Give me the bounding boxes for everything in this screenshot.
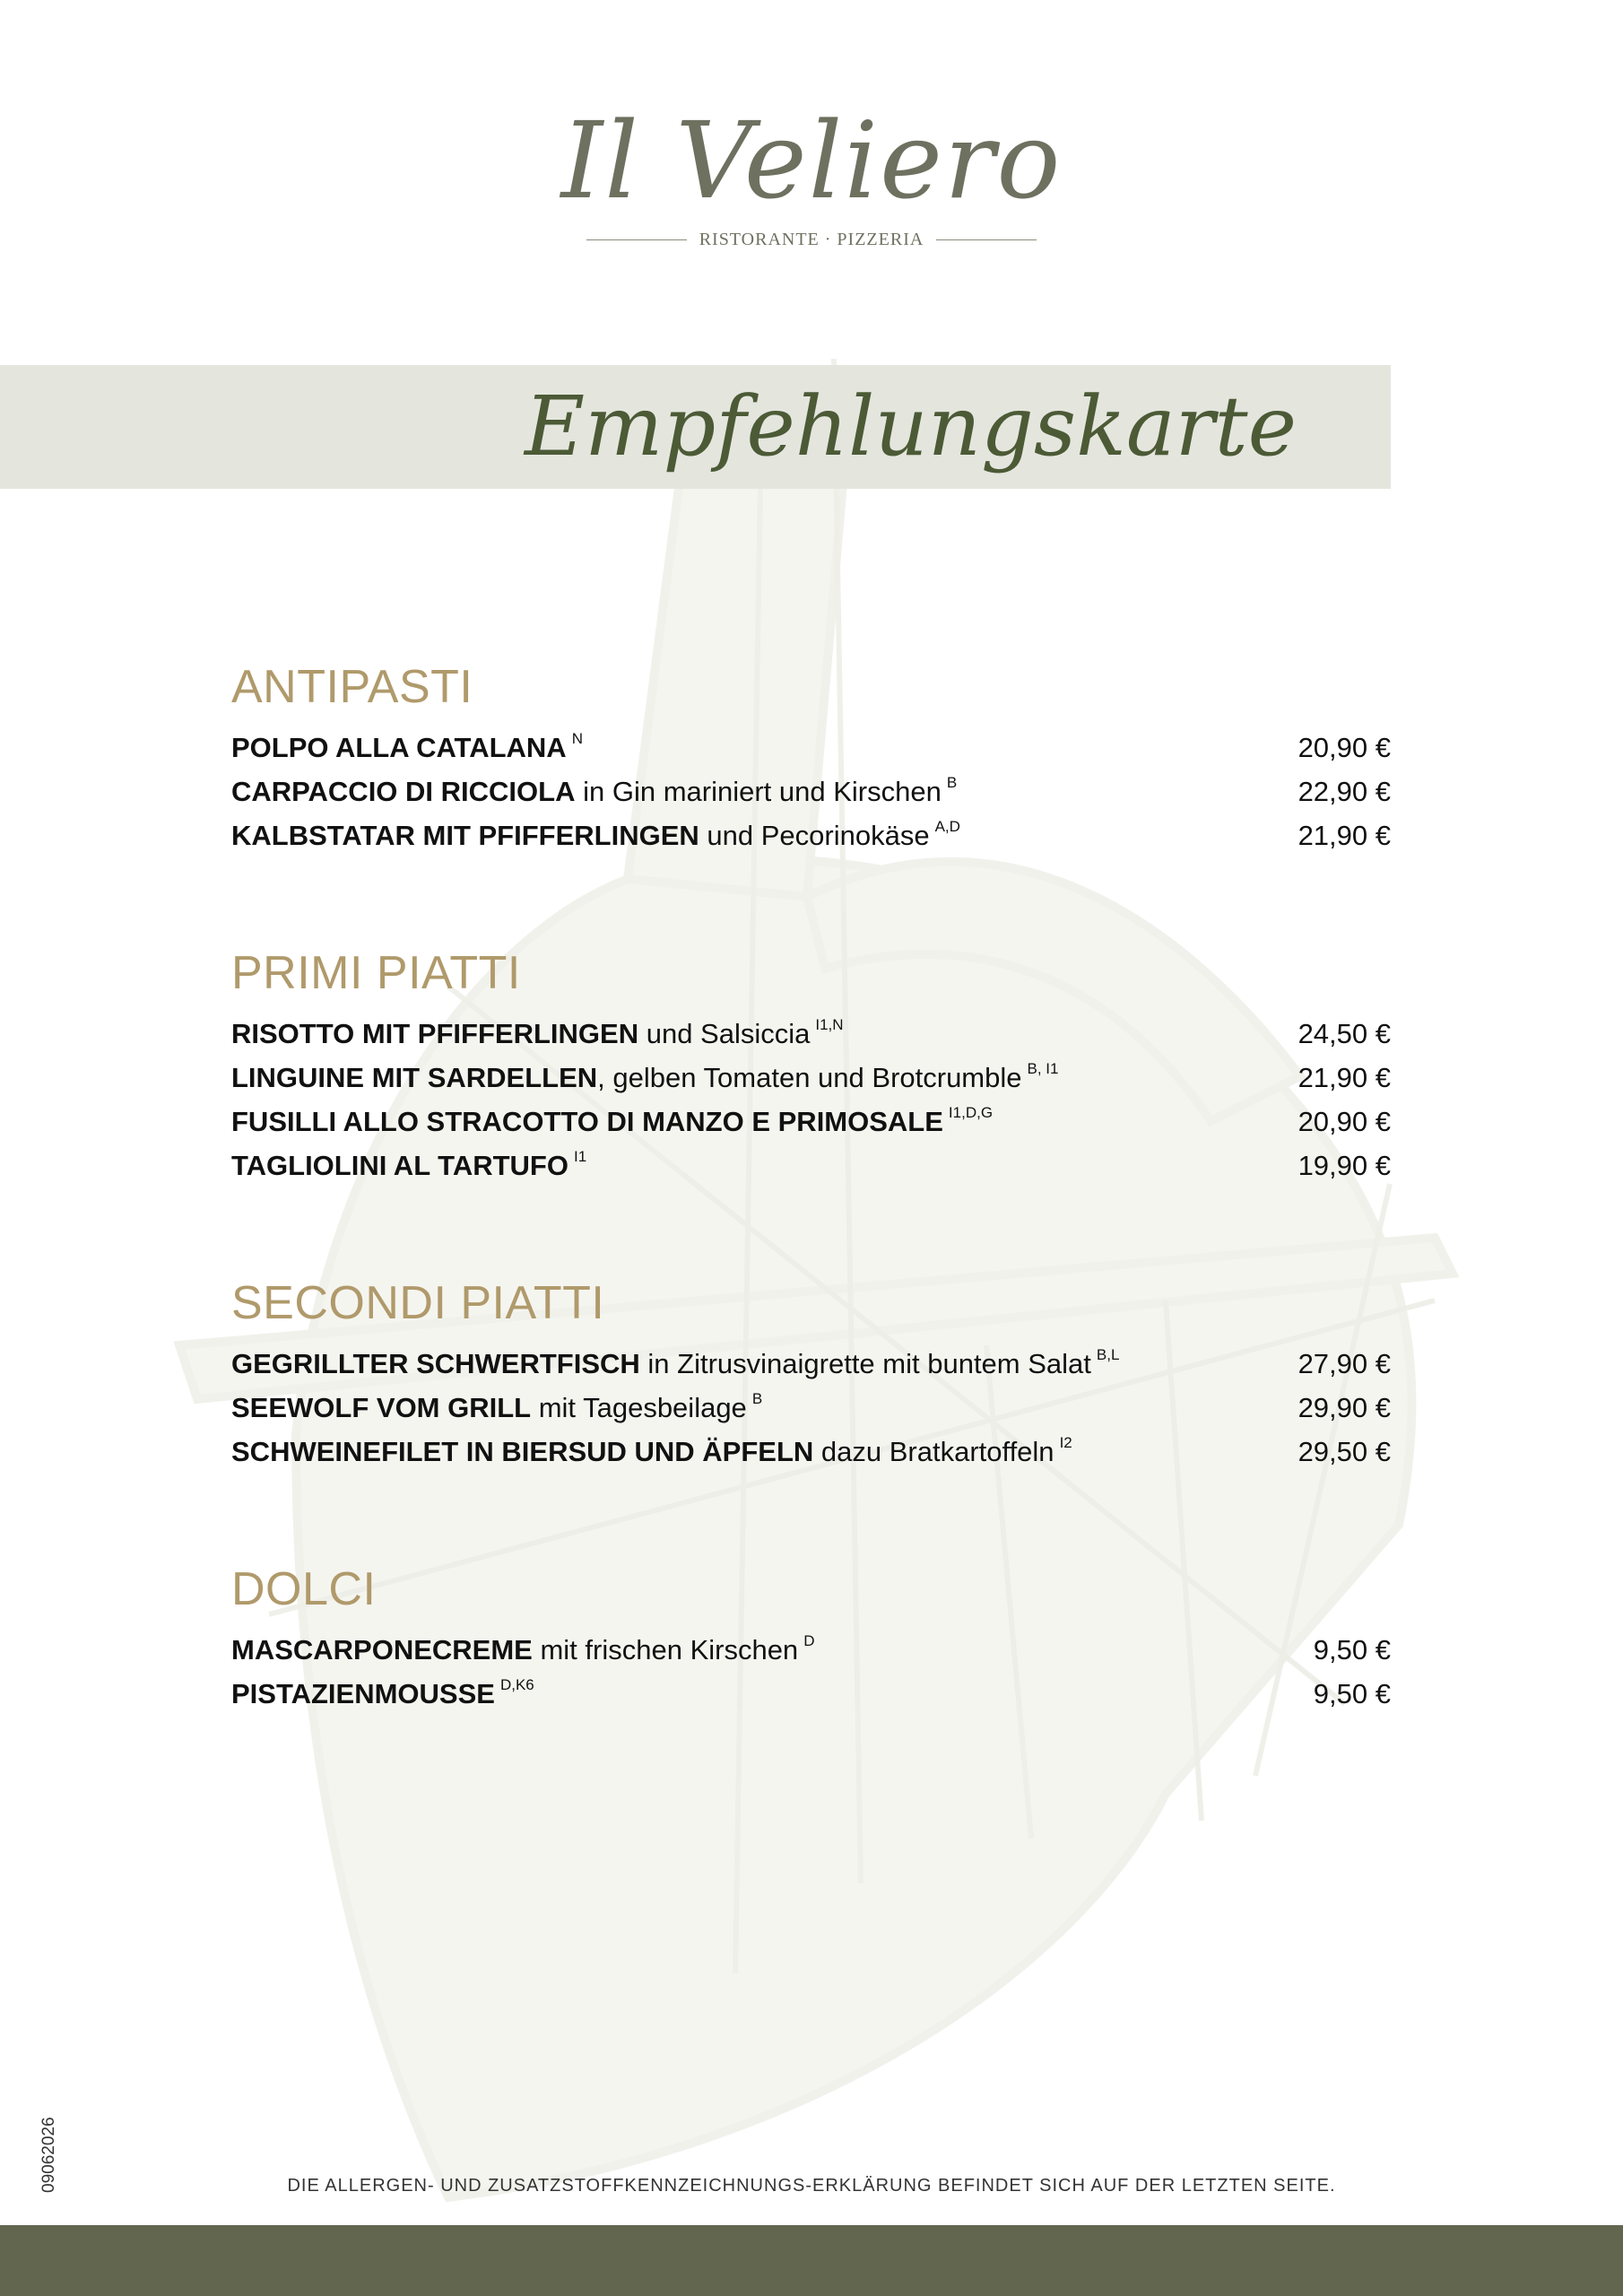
item-label xyxy=(231,1675,534,1710)
item-name: TAGLIOLINI AL TARTUFO xyxy=(231,1150,568,1181)
item-name: PISTAZIENMOUSSE xyxy=(231,1678,495,1709)
menu-section-antipasti xyxy=(231,661,1391,864)
menu-item xyxy=(231,1433,1391,1480)
title-banner xyxy=(0,365,1391,489)
item-description: mit Tagesbeilage xyxy=(531,1392,747,1423)
item-label xyxy=(231,1147,587,1182)
item-allergens: B, I1 xyxy=(1027,1059,1059,1077)
item-allergens: B xyxy=(751,1389,763,1407)
item-name: KALBSTATAR MIT PFIFFERLINGEN xyxy=(231,820,699,851)
item-allergens: I1 xyxy=(573,1147,587,1165)
item-price: 21,90 € xyxy=(1298,1062,1391,1093)
item-label xyxy=(231,1345,1120,1380)
item-description: in Gin mariniert und Kirschen xyxy=(575,776,942,807)
item-name: POLPO ALLA CATALANA xyxy=(231,732,567,763)
menu-item xyxy=(231,1345,1391,1392)
item-price: 29,50 € xyxy=(1298,1436,1391,1467)
item-description: mit frischen Kirschen xyxy=(532,1634,799,1665)
menu-item xyxy=(231,1103,1391,1150)
bottom-bar xyxy=(0,2225,1623,2296)
menu-item xyxy=(231,1015,1391,1062)
item-description: und Salsiccia xyxy=(638,1018,811,1049)
item-label xyxy=(231,1059,1059,1094)
document-code: 09062026 xyxy=(39,2117,58,2193)
menu-item xyxy=(231,1631,1391,1678)
item-allergens: D,K6 xyxy=(499,1675,534,1693)
item-price: 22,90 € xyxy=(1298,776,1391,807)
item-description: in Zitrusvinaigrette mit buntem Salat xyxy=(639,1348,1091,1379)
item-price: 9,50 € xyxy=(1313,1634,1391,1665)
menu-item xyxy=(231,773,1391,820)
item-allergens: N xyxy=(571,729,583,747)
item-price: 20,90 € xyxy=(1298,1106,1391,1137)
item-name: CARPACCIO DI RICCIOLA xyxy=(231,776,576,807)
item-allergens: B xyxy=(946,773,958,791)
item-allergens: I1,D,G xyxy=(948,1103,994,1121)
menu-list xyxy=(231,661,1391,1808)
banner-title: Empfehlungskarte xyxy=(525,378,1298,474)
section-title: PRIMI PIATTI xyxy=(231,947,521,999)
item-name: FUSILLI ALLO STRACOTTO DI MANZO E PRIMOSALE xyxy=(231,1106,943,1137)
item-description: dazu Bratkartoffeln xyxy=(813,1436,1055,1467)
menu-item xyxy=(231,1147,1391,1194)
item-name: GEGRILLTER SCHWERTFISCH xyxy=(231,1348,640,1379)
brand-subtitle-row xyxy=(0,230,1623,250)
item-label xyxy=(231,773,958,808)
item-allergens: B,L xyxy=(1096,1345,1120,1363)
logo-rule-left xyxy=(586,239,687,240)
menu-item xyxy=(231,1675,1391,1722)
logo-rule-right xyxy=(936,239,1037,240)
item-name: MASCARPONECREME xyxy=(231,1634,533,1665)
menu-item xyxy=(231,1389,1391,1436)
item-price: 27,90 € xyxy=(1298,1348,1391,1379)
item-name: LINGUINE MIT SARDELLEN xyxy=(231,1062,598,1093)
brand-subtitle: RISTORANTE · PIZZERIA xyxy=(699,230,924,249)
item-label xyxy=(231,1631,815,1666)
menu-section-primi-piatti xyxy=(231,947,1391,1194)
item-allergens: I2 xyxy=(1059,1433,1072,1451)
item-price: 24,50 € xyxy=(1298,1018,1391,1049)
item-label xyxy=(231,1103,994,1138)
item-price: 19,90 € xyxy=(1298,1150,1391,1181)
item-price: 29,90 € xyxy=(1298,1392,1391,1423)
item-allergens: A,D xyxy=(934,817,960,835)
menu-section-secondi-piatti xyxy=(231,1277,1391,1480)
item-name: SEEWOLF VOM GRILL xyxy=(231,1392,532,1423)
allergen-footnote: DIE ALLERGEN- UND ZUSATZSTOFFKENNZEICHNUNGS-ERKLÄRUNG BEFINDET SICH AUF DER LETZTEN SEITE. xyxy=(287,2176,1336,2196)
item-label xyxy=(231,1389,763,1424)
item-label xyxy=(231,1433,1072,1468)
item-price: 21,90 € xyxy=(1298,820,1391,851)
section-title: ANTIPASTI xyxy=(231,661,473,713)
brand-logo xyxy=(0,99,1623,250)
item-allergens: I1,N xyxy=(815,1015,844,1033)
section-title: SECONDI PIATTI xyxy=(231,1277,605,1329)
item-label xyxy=(231,729,583,764)
item-allergens: D xyxy=(803,1631,815,1649)
menu-section-dolci xyxy=(231,1563,1391,1722)
item-label xyxy=(231,817,960,852)
item-price: 20,90 € xyxy=(1298,732,1391,763)
item-name: SCHWEINEFILET IN BIERSUD UND ÄPFELN xyxy=(231,1436,814,1467)
item-description: und Pecorinokäse xyxy=(699,820,930,851)
item-description: , gelben Tomaten und Brotcrumble xyxy=(597,1062,1022,1093)
menu-item xyxy=(231,1059,1391,1106)
menu-item xyxy=(231,817,1391,864)
item-name: RISOTTO MIT PFIFFERLINGEN xyxy=(231,1018,639,1049)
item-price: 9,50 € xyxy=(1313,1678,1391,1709)
item-label xyxy=(231,1015,844,1050)
menu-item xyxy=(231,729,1391,776)
section-title: DOLCI xyxy=(231,1563,377,1615)
brand-name: Il Veliero xyxy=(560,99,1063,222)
